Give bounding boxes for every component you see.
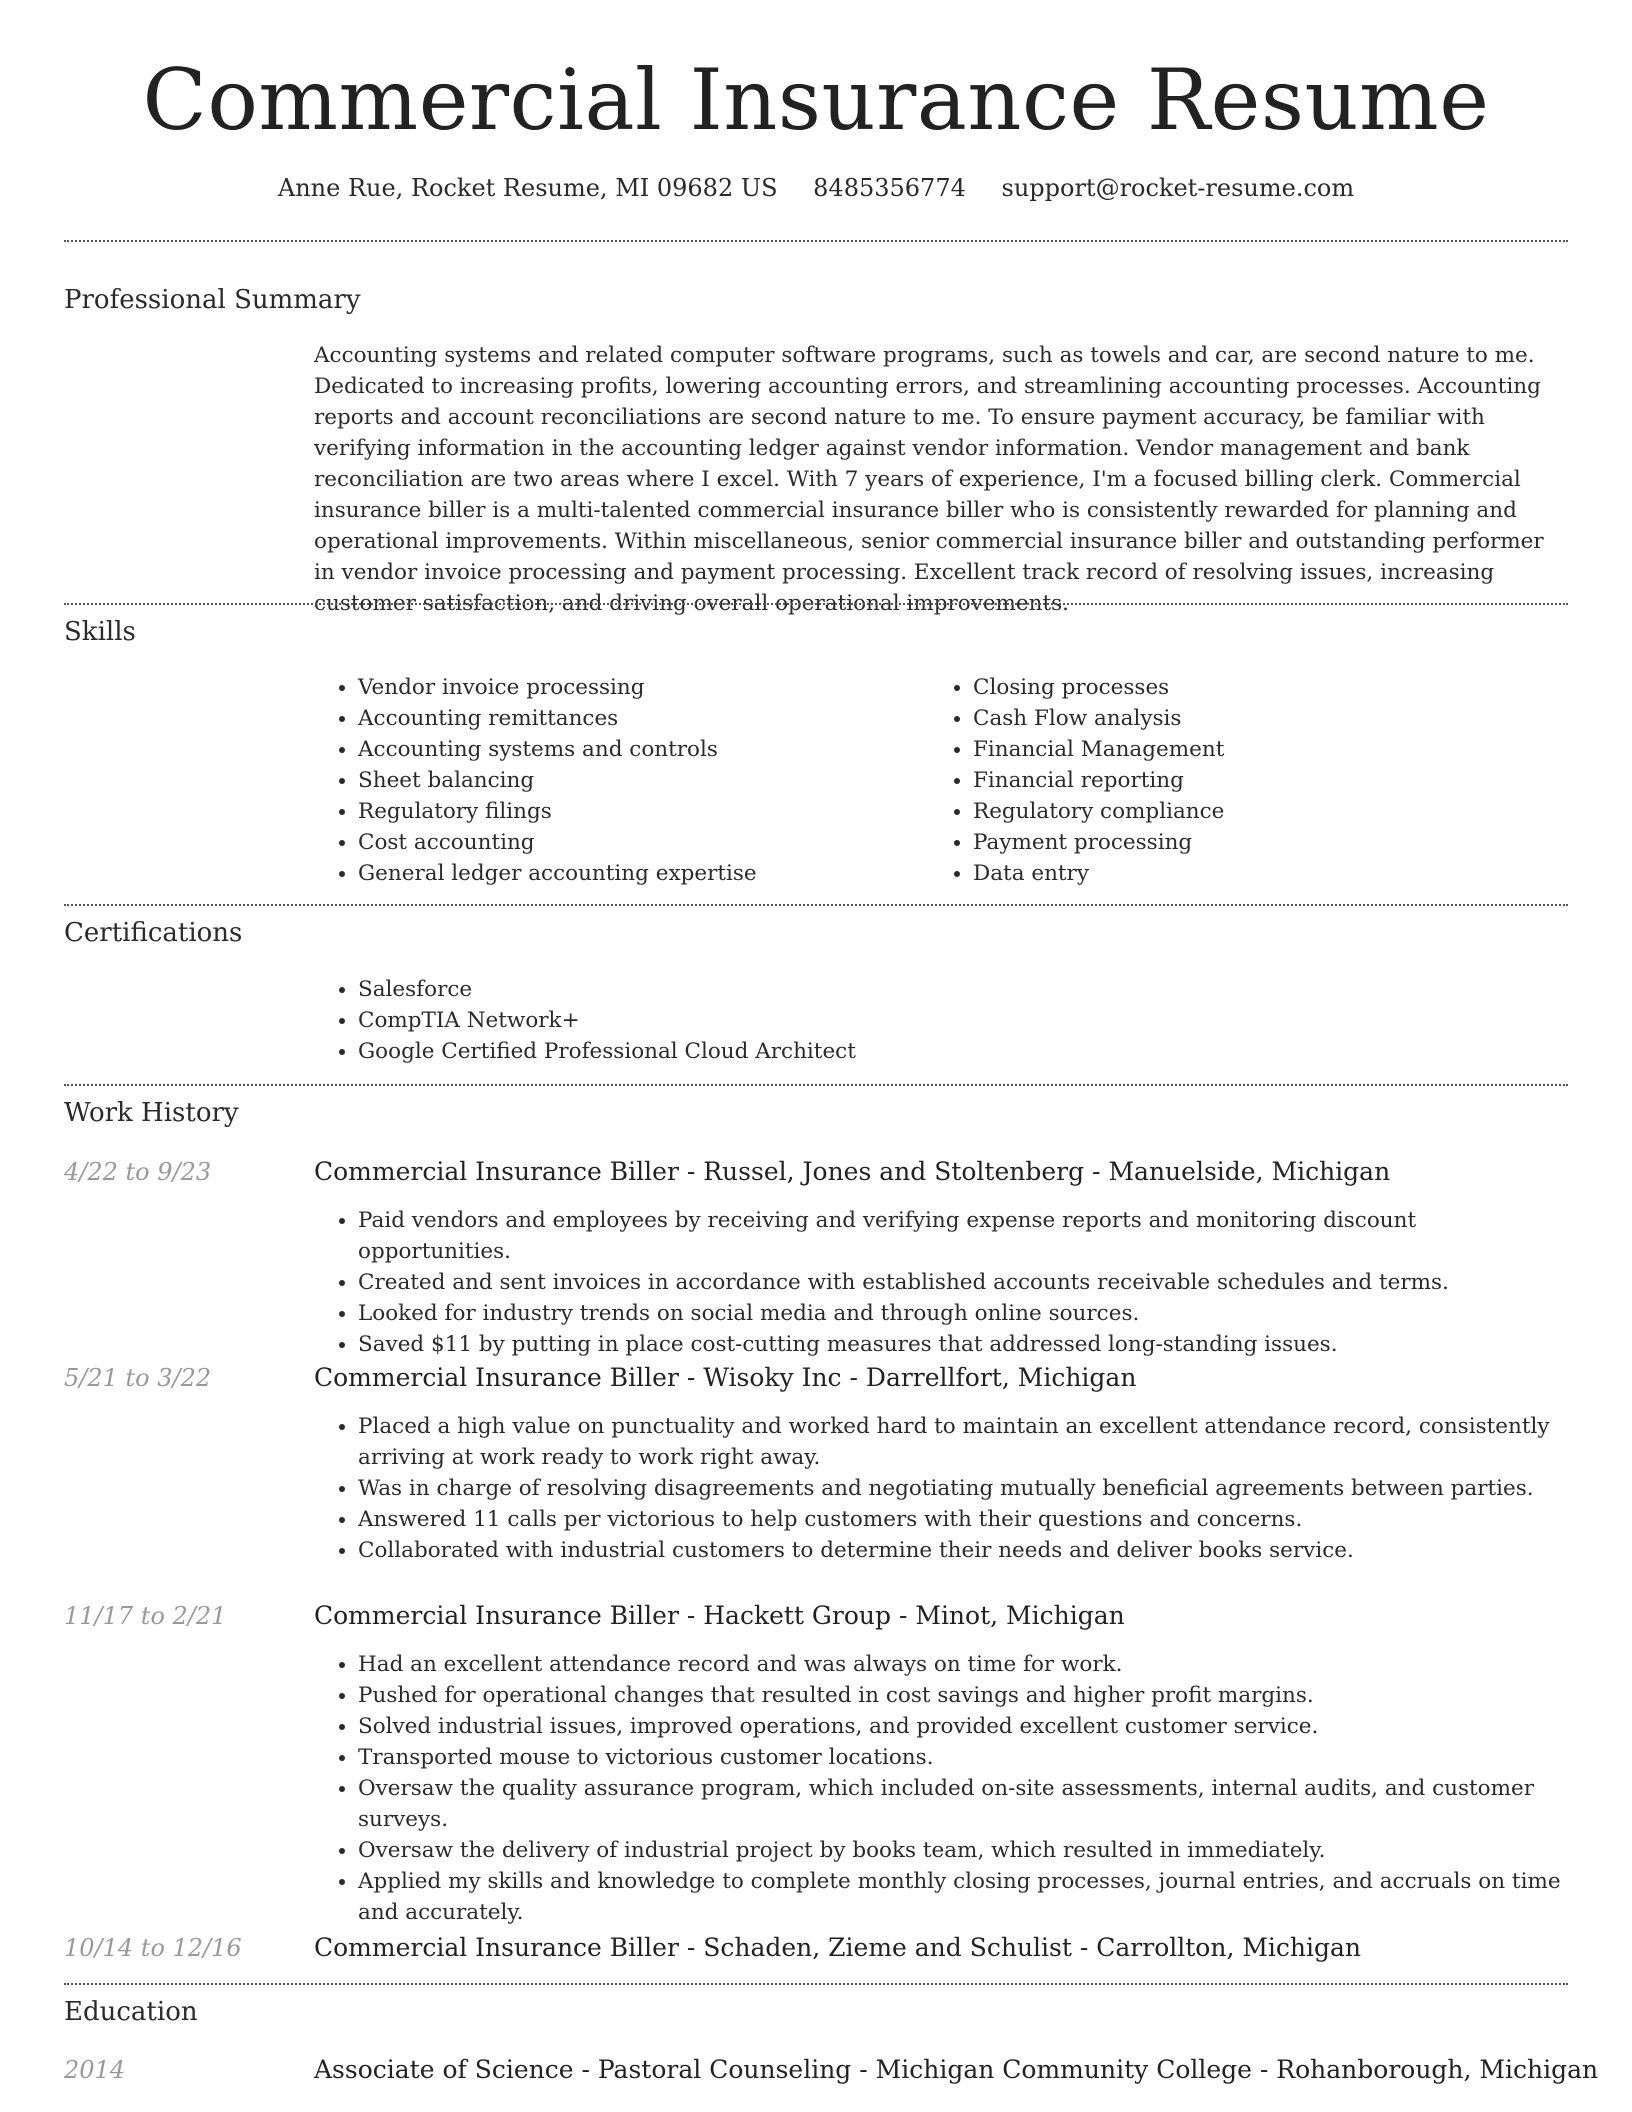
list-item: • Data entry (973, 858, 1573, 889)
list-item: • Transported mouse to victorious customer locations. (358, 1742, 1568, 1773)
list-item: • Sheet balancing (358, 765, 918, 796)
list-item: • Looked for industry trends on social media and through online sources. (358, 1298, 1568, 1329)
list-item: • Oversaw the delivery of industrial project by books team, which resulted in immediately. (358, 1835, 1568, 1866)
skills-heading: Skills (64, 617, 136, 647)
job-date: 10/14 to 12/16 (64, 1934, 242, 1962)
job-bullets (314, 1649, 1568, 1928)
job-bullets (314, 1411, 1568, 1566)
list-item: • Accounting remittances (358, 703, 918, 734)
job-title: Commercial Insurance Biller - Wisoky Inc - Darrellfort, Michigan (314, 1363, 1137, 1392)
list-item: • Was in charge of resolving disagreements and negotiating mutually beneficial agreements between parties. (358, 1473, 1568, 1504)
job-date: 5/21 to 3/22 (64, 1364, 212, 1392)
list-item: • Collaborated with industrial customers to determine their needs and deliver books service. (358, 1535, 1568, 1566)
list-item: • Solved industrial issues, improved operations, and provided excellent customer service. (358, 1711, 1568, 1742)
job-title: Commercial Insurance Biller - Hackett Group - Minot, Michigan (314, 1601, 1125, 1630)
list-item: • Closing processes (973, 672, 1573, 703)
list-item: • Financial Management (973, 734, 1573, 765)
summary-text: Accounting systems and related computer software programs, such as towels and car, are second nature to me. Dedicated to increasing profits, lowering accounting errors, and streamlining accounting processes. Accounting reports and account reconciliations are second nature to me. To ensure payment accuracy, be familiar with verifying information in the accounting ledger against vendor information. Vendor management and bank reconciliation are two areas where I excel. With 7 years of experience, I'm a focused billing clerk. Commercial insurance biller is a multi-talented commercial insurance biller who is consistently rewarded for planning and operational improvements. Within miscellaneous, senior commercial insurance biller and outstanding performer in vendor invoice processing and payment processing. Excellent track record of resolving issues, increasing customer satisfaction, and driving overall operational improvements. (314, 343, 1544, 616)
contact-line (0, 170, 1632, 206)
list-item: • General ledger accounting expertise (358, 858, 918, 889)
list-item: • Paid vendors and employees by receiving and verifying expense reports and monitoring discount opportunities. (358, 1205, 1568, 1267)
certifications-list (314, 974, 1558, 1067)
job-date: 4/22 to 9/23 (64, 1158, 212, 1186)
list-item: • CompTIA Network+ (358, 1005, 1558, 1036)
job-date: 11/17 to 2/21 (64, 1602, 227, 1630)
divider (64, 1983, 1568, 1985)
divider (64, 603, 1568, 605)
skills-list-left (314, 672, 918, 889)
list-item: • Created and sent invoices in accordance with established accounts receivable schedules and terms. (358, 1267, 1568, 1298)
list-item: • Placed a high value on punctuality and worked hard to maintain an excellent attendance record, consistently arriving at work ready to work right away. (358, 1411, 1568, 1473)
list-item: • Financial reporting (973, 765, 1573, 796)
list-item: • Salesforce (358, 974, 1558, 1005)
list-item: • Saved $11 by putting in place cost-cutting measures that addressed long-standing issues. (358, 1329, 1568, 1360)
certifications-heading: Certifications (64, 918, 243, 948)
divider (64, 240, 1568, 242)
list-item: • Had an excellent attendance record and was always on time for work. (358, 1649, 1568, 1680)
resume-title: Commercial Insurance Resume (142, 51, 1490, 149)
list-item: • Cost accounting (358, 827, 918, 858)
list-item: • Answered 11 calls per victorious to help customers with their questions and concerns. (358, 1504, 1568, 1535)
contact-email: support@rocket-resume.com (1001, 174, 1355, 202)
summary-heading: Professional Summary (64, 285, 361, 315)
job-title: Commercial Insurance Biller - Schaden, Zieme and Schulist - Carrollton, Michigan (314, 1933, 1362, 1962)
list-item: • Accounting systems and controls (358, 734, 918, 765)
divider (64, 1084, 1568, 1086)
list-item: • Oversaw the quality assurance program, which included on-site assessments, internal audits, and customer surveys. (358, 1773, 1568, 1835)
list-item: • Payment processing (973, 827, 1573, 858)
list-item: • Pushed for operational changes that resulted in cost savings and higher profit margins. (358, 1680, 1568, 1711)
list-item: • Regulatory filings (358, 796, 918, 827)
list-item: • Regulatory compliance (973, 796, 1573, 827)
education-date: 2014 (64, 2056, 126, 2084)
skills-list-right (929, 672, 1573, 889)
education-title: Associate of Science - Pastoral Counseling - Michigan Community College - Rohanborough, Michigan (314, 2055, 1599, 2084)
contact-phone: 8485356774 (813, 174, 966, 202)
education-heading: Education (64, 1997, 198, 2027)
divider (64, 904, 1568, 906)
contact-address: Anne Rue, Rocket Resume, MI 09682 US (277, 174, 778, 202)
job-title: Commercial Insurance Biller - Russel, Jones and Stoltenberg - Manuelside, Michigan (314, 1157, 1391, 1186)
work-heading: Work History (64, 1098, 239, 1128)
list-item: • Vendor invoice processing (358, 672, 918, 703)
list-item: • Applied my skills and knowledge to complete monthly closing processes, journal entries, and accruals on time and accurately. (358, 1866, 1568, 1928)
job-bullets (314, 1205, 1568, 1360)
list-item: • Google Certified Professional Cloud Architect (358, 1036, 1558, 1067)
list-item: • Cash Flow analysis (973, 703, 1573, 734)
